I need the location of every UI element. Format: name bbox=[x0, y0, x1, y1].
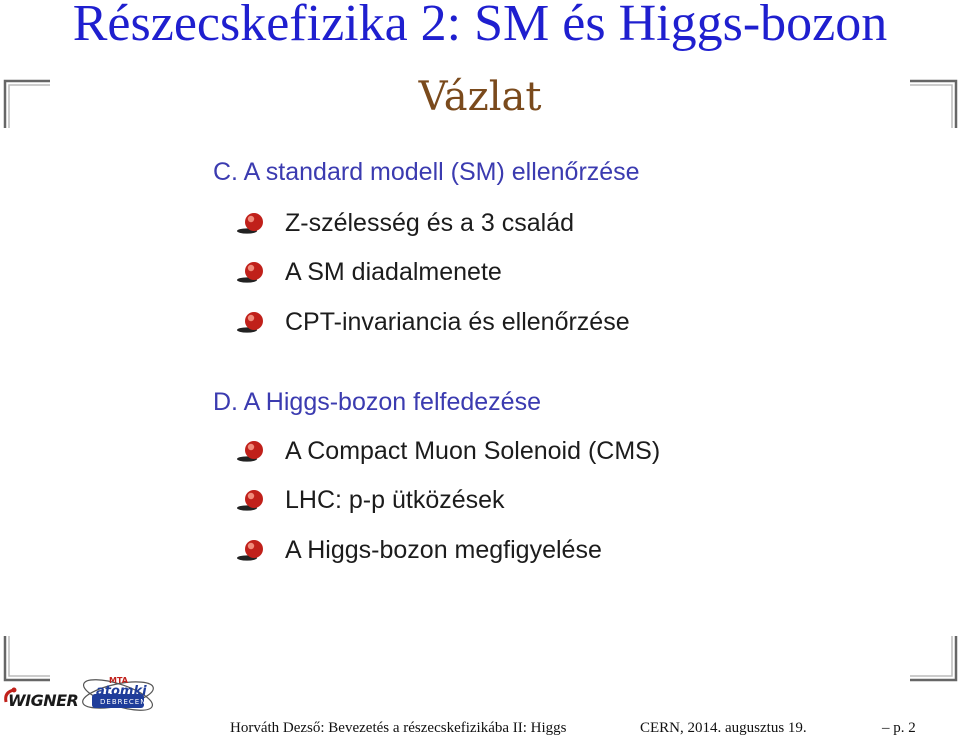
atomki-logo bbox=[78, 672, 156, 718]
list-item: A SM diadalmenete bbox=[285, 258, 502, 286]
footer-place-date: CERN, 2014. augusztus 19. bbox=[640, 720, 807, 736]
bullet-ball-icon bbox=[236, 210, 266, 236]
list-item: Z-szélesség és a 3 család bbox=[285, 209, 575, 237]
atomki-logo-text: atomki bbox=[96, 684, 147, 699]
bullet-ball-icon bbox=[236, 487, 266, 513]
wigner-logo bbox=[2, 684, 80, 714]
section-heading-d: D. A Higgs-bozon felfedezése bbox=[213, 388, 541, 416]
bullet-ball-icon bbox=[236, 438, 266, 464]
footer-author-title: Horváth Dezső: Bevezetés a részecskefizikába II: Higgs bbox=[230, 720, 567, 736]
list-item: A Higgs-bozon megfigyelése bbox=[285, 536, 602, 564]
atomki-city-text: DEBRECEN bbox=[100, 698, 147, 706]
atomki-mta-text: MTA bbox=[109, 676, 128, 685]
bullet-ball-icon bbox=[236, 537, 266, 563]
corner-bottom-right bbox=[908, 634, 960, 686]
bullet-ball-icon bbox=[236, 309, 266, 335]
list-item: A Compact Muon Solenoid (CMS) bbox=[285, 437, 661, 465]
footer-page-number: – p. 2 bbox=[882, 720, 916, 736]
wigner-logo-text: WIGNER bbox=[8, 691, 79, 710]
slide-title: Részecskefizika 2: SM és Higgs-bozon bbox=[72, 0, 888, 52]
bullet-ball-icon bbox=[236, 259, 266, 285]
list-item: LHC: p-p ütközések bbox=[285, 486, 505, 514]
corner-bottom-left bbox=[0, 634, 52, 686]
section-heading-c: C. A standard modell (SM) ellenőrzése bbox=[213, 158, 640, 186]
list-item: CPT-invariancia és ellenőrzése bbox=[285, 308, 630, 336]
slide-subtitle: Vázlat bbox=[418, 74, 542, 120]
